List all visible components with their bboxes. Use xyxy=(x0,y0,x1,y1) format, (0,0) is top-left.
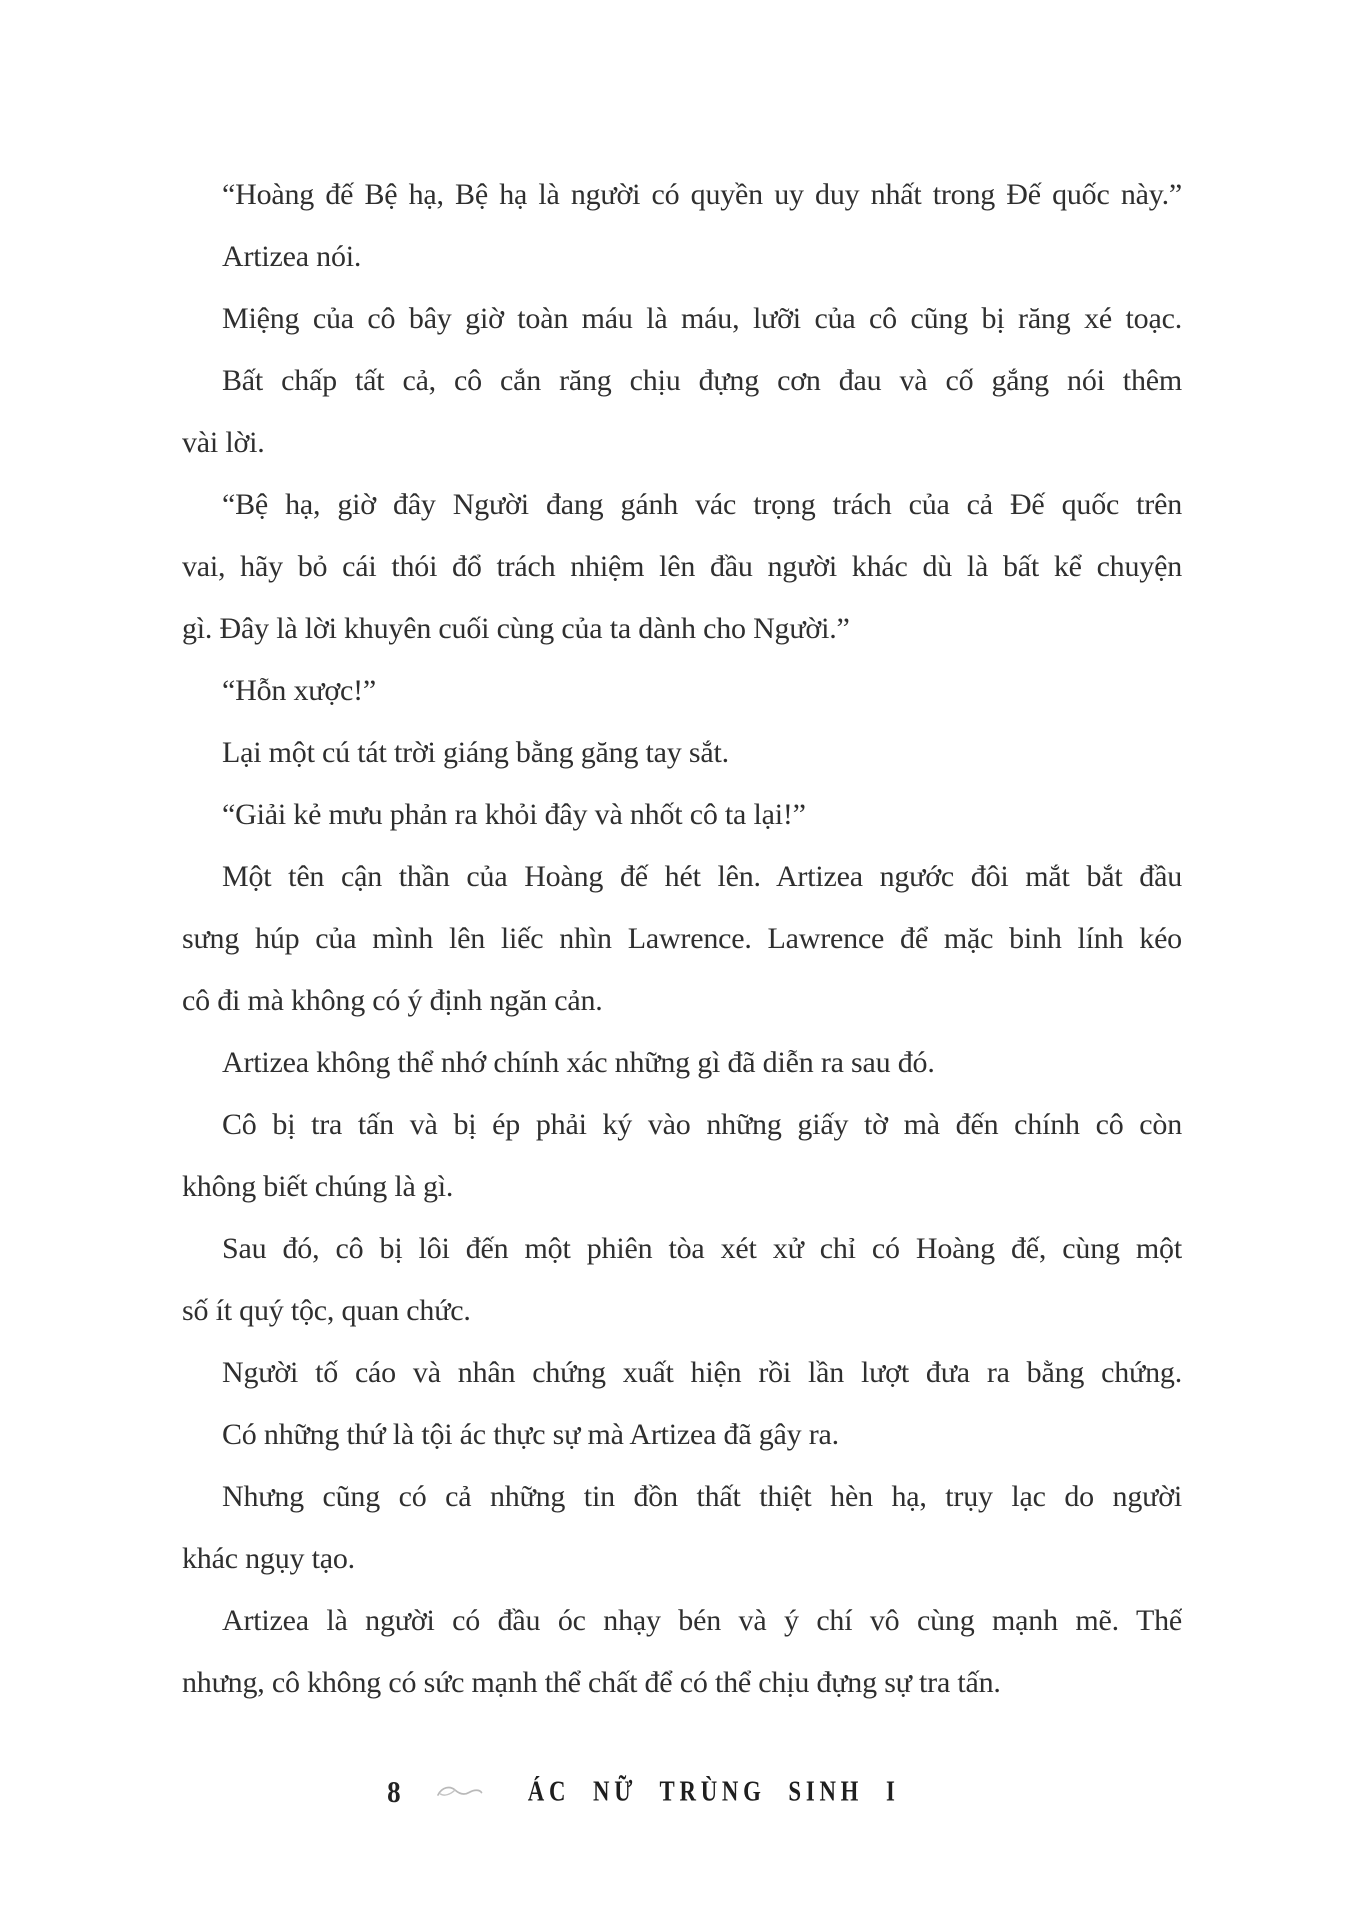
paragraph xyxy=(182,1094,1182,1218)
text-line: Lại một cú tát trời giáng bằng găng tay sắt. xyxy=(222,736,729,769)
paragraph xyxy=(182,784,1182,846)
paragraph xyxy=(182,846,1182,1032)
text-line: Artizea nói. xyxy=(222,240,362,273)
text-line: Miệng của cô bây giờ toàn máu là máu, lưỡi của cô cũng bị răng xé toạc. xyxy=(222,302,1182,335)
text-line: Cô bị tra tấn và bị ép phải ký vào những giấy tờ mà đến chính cô còn xyxy=(222,1108,1182,1141)
text-line: gì. Đây là lời khuyên cuối cùng của ta dành cho Người.” xyxy=(182,612,850,645)
text-line: Người tố cáo và nhân chứng xuất hiện rồi lần lượt đưa ra bằng chứng. xyxy=(222,1356,1182,1389)
paragraph xyxy=(182,474,1182,660)
text-line: “Giải kẻ mưu phản ra khỏi đây và nhốt cô ta lại!” xyxy=(222,798,806,831)
text-line: vài lời. xyxy=(182,426,265,459)
swash-ornament-icon xyxy=(436,1782,484,1802)
text-line: sưng húp của mình lên liếc nhìn Lawrence. Lawrence để mặc binh lính kéo xyxy=(182,922,1182,955)
text-line: cô đi mà không có ý định ngăn cản. xyxy=(182,984,603,1017)
text-line: Một tên cận thần của Hoàng đế hét lên. Artizea ngước đôi mắt bắt đầu xyxy=(222,860,1182,893)
paragraph xyxy=(182,288,1182,350)
paragraph xyxy=(182,1590,1182,1714)
paragraph xyxy=(182,164,1182,226)
text-line: “Bệ hạ, giờ đây Người đang gánh vác trọng trách của cả Đế quốc trên xyxy=(222,488,1182,521)
text-line: “Hỗn xược!” xyxy=(222,674,377,707)
paragraph xyxy=(182,1032,1182,1094)
page-number: 8 xyxy=(387,1774,402,1809)
text-line: Nhưng cũng có cả những tin đồn thất thiệt hèn hạ, trụy lạc do người xyxy=(222,1480,1182,1513)
paragraph xyxy=(182,660,1182,722)
text-line: Artizea là người có đầu óc nhạy bén và ý chí vô cùng mạnh mẽ. Thế xyxy=(222,1604,1182,1637)
text-line: “Hoàng đế Bệ hạ, Bệ hạ là người có quyền uy duy nhất trong Đế quốc này.” xyxy=(222,178,1182,211)
paragraph xyxy=(182,1342,1182,1404)
text-line: Artizea không thể nhớ chính xác những gì đã diễn ra sau đó. xyxy=(222,1046,935,1079)
text-line: vai, hãy bỏ cái thói đổ trách nhiệm lên đầu người khác dù là bất kể chuyện xyxy=(182,550,1182,583)
book-title: ÁC NỮ TRÙNG SINH I xyxy=(527,1775,900,1807)
text-line: Bất chấp tất cả, cô cắn răng chịu đựng cơn đau và cố gắng nói thêm xyxy=(222,364,1182,397)
text-line: số ít quý tộc, quan chức. xyxy=(182,1294,471,1327)
page-footer xyxy=(148,1770,1148,1814)
paragraph xyxy=(182,350,1182,474)
paragraph xyxy=(182,1404,1182,1466)
text-line: nhưng, cô không có sức mạnh thể chất để có thể chịu đựng sự tra tấn. xyxy=(182,1666,1001,1699)
text-line: không biết chúng là gì. xyxy=(182,1170,454,1203)
paragraph xyxy=(182,1466,1182,1590)
paragraph xyxy=(182,722,1182,784)
paragraph xyxy=(182,226,1182,288)
text-line: khác ngụy tạo. xyxy=(182,1542,355,1575)
text-line: Sau đó, cô bị lôi đến một phiên tòa xét xử chỉ có Hoàng đế, cùng một xyxy=(222,1232,1182,1265)
text-line: Có những thứ là tội ác thực sự mà Artizea đã gây ra. xyxy=(222,1418,839,1451)
paragraph xyxy=(182,1218,1182,1342)
body-text xyxy=(182,164,1182,1714)
